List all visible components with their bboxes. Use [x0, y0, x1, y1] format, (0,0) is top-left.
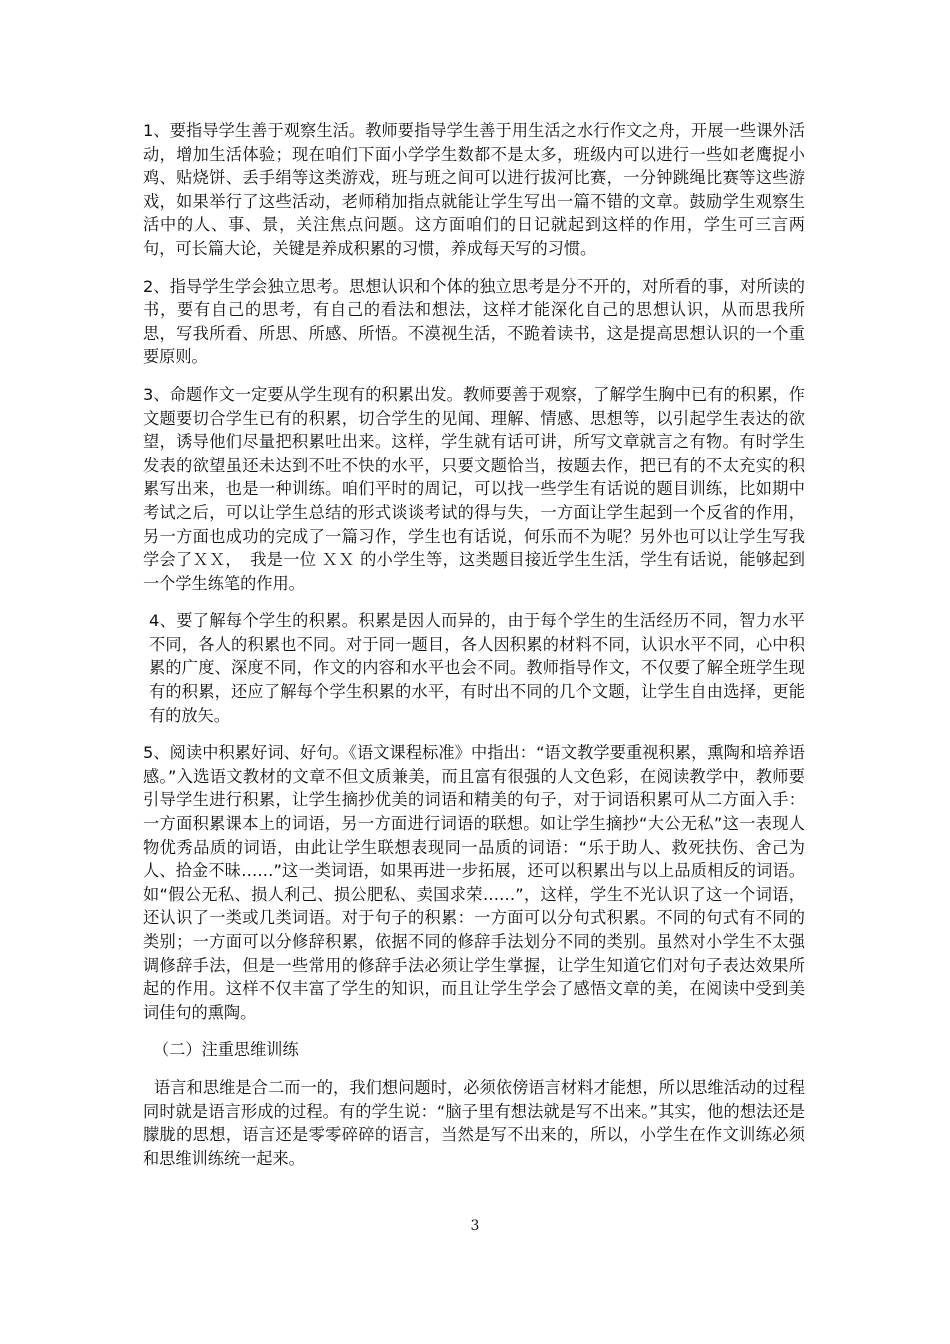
paragraph-reading-accumulation: 5、阅读中积累好词、好句。《语文课程标准》中指出：“语文教学要重视积累，熏陶和培养语感。”入选语文教材的文章不但文质兼美，而且富有很强的人文色彩，在阅读教学中，教师要引导学生进行积累，让学生摘抄优美的词语和精美的句子，对于词语积累可从二方面入手：一方面积累课本上的词语，另一方面进行词语的联想。如让学生摘抄“大公无私”这一表现人物优秀品质的词语，由此让学生联想表现同一品质的词语：“乐于助人、救死扶伤、舍己为人、拾金不昧……”这一类词语，如果再进一步拓展，还可以积累出与以上品质相反的词语。如“假公无私、损人利己、损公肥私、卖国求荣……”，这样，学生不光认识了这一个词语，还认识了一类或几类词语。对于句子的积累：一方面可以分句式积累。不同的句式有不同的类别；一方面可以分修辞积累，依据不同的修辞手法划分不同的类别。虽然对小学生不太强调修辞手法，但是一些常用的修辞手法必须让学生掌握，让学生知道它们对句子表达效果所起的作用。这样不仅丰富了学生的知识，而且让学生学会了感悟文章的美，在阅读中受到美词佳句的熏陶。 [143, 743, 805, 1022]
paragraph-topic-composition: 3、命题作文一定要从学生现有的积累出发。教师要善于观察，了解学生胸中已有的积累，作文题要切合学生已有的积累，切合学生的见闻、理解、情感、思想等，以引起学生表达的欲望，诱导他们尽量把积累吐出来。这样，学生就有话可讲，所写文章就言之有物。有时学生发表的欲望虽还未达到不吐不快的水平，只要文题恰当，按题去作，把已有的不太充实的积累写出来，也是一种训练。咱们平时的周记，可以找一些学生有话说的题目训练，比如期中考试之后，可以让学生总结的形式谈谈考试的得与失，一方面让学生起到一个反省的作用，另一方面也成功的完成了一篇习作，学生也有话说，何乐而不为呢？另外也可以让学生写我学会了ＸＸ， 我是一位 ＸＸ 的小学生等，这类题目接近学生生活，学生有话说，能够起到一个学生练笔的作用。 [143, 384, 805, 593]
page-number: 3 [470, 1218, 480, 1234]
paragraph-language-thinking: 语言和思维是合二而一的，我们想问题时，必须依傍语言材料才能想，所以思维活动的过程同时就是语言形成的过程。有的学生说：“脑子里有想法就是写不出来。”其实，他的想法还是朦胧的思想，语言还是零零碎碎的语言，当然是写不出来的，所以，小学生在作文训练必须和思维训练统一起来。 [143, 1077, 805, 1168]
section-heading: （二）注重思维训练 [153, 1040, 299, 1060]
paragraph-observe-life: 1、要指导学生善于观察生活。教师要指导学生善于用生活之水行作文之舟，开展一些课外活动，增加生活体验；现在咱们下面小学学生数都不是太多，班级内可以进行一些如老鹰捉小鸡、贴烧饼、丢手绢等这类游戏，班与班之间可以进行拔河比赛，一分钟跳绳比赛等这些游戏，如果举行了这些活动，老师稍加指点就能让学生写出一篇不错的文章。鼓励学生观察生活中的人、事、景，关注焦点问题。这方面咱们的日记就起到这样的作用，学生可三言两句，可长篇大论，关键是养成积累的习惯，养成每天写的习惯。 [143, 121, 805, 258]
document-body [143, 119, 805, 1184]
paragraph-know-each-student: 4、要了解每个学生的积累。积累是因人而异的，由于每个学生的生活经历不同，智力水平不同，各人的积累也不同。对于同一题目，各人因积累的材料不同，认识水平不同，心中积累的广度、深度不同，作文的内容和水平也会不同。教师指导作文，不仅要了解全班学生现有的积累，还应了解每个学生积累的水平，有时出不同的几个文题，让学生自由选择，更能有的放矢。 [149, 611, 805, 725]
paragraph-independent-thinking: 2、指导学生学会独立思考。思想认识和个体的独立思考是分不开的，对所看的事，对所读的书，要有自己的思考，有自己的看法和想法，这样才能深化自己的思想认识，从而思我所思，写我所看、所思、所感、所悟。不漠视生活，不跪着读书，这是提高思想认识的一个重要原则。 [143, 276, 805, 367]
